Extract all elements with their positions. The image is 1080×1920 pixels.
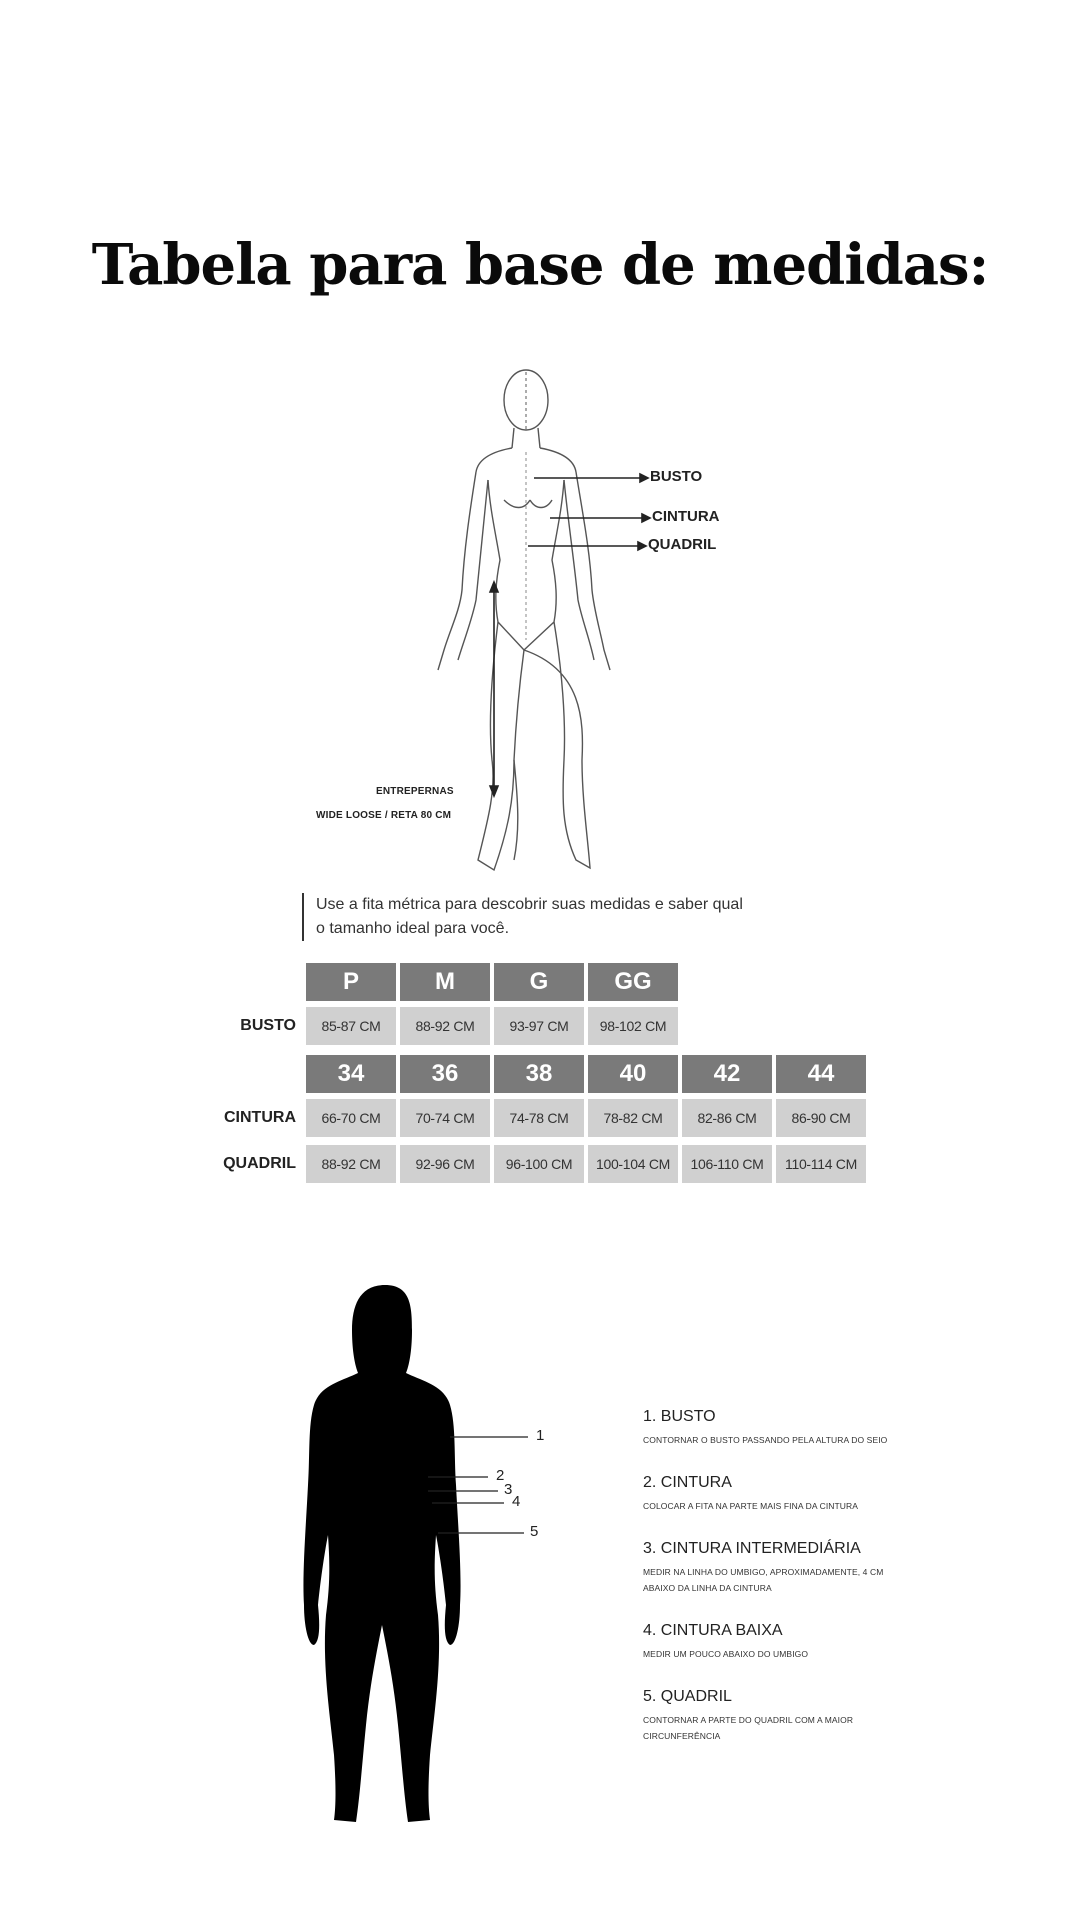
cintura-value: 74-78 CM (494, 1099, 584, 1137)
instruction-item (643, 1474, 943, 1514)
label-cintura: CINTURA (652, 508, 720, 525)
instruction-desc: COLOCAR A FITA NA PARTE MAIS FINA DA CINTURA (643, 1501, 859, 1511)
size-header-42: 42 (682, 1055, 772, 1093)
marker-5: 5 (530, 1523, 539, 1540)
label-wide-loose: WIDE LOOSE / RETA 80 CM (316, 810, 452, 821)
instruction-desc: MEDIR NA LINHA DO UMBIGO, APROXIMADAMENTE, 4 CM ABAIXO DA LINHA DA CINTURA (643, 1567, 884, 1593)
instruction-item (643, 1540, 943, 1596)
quadril-value: 96-100 CM (494, 1145, 584, 1183)
instruction-item (643, 1622, 943, 1662)
size-header-p: P (306, 963, 396, 1001)
marker-3: 3 (504, 1481, 513, 1498)
instruction-title: 2. CINTURA (643, 1474, 732, 1491)
instruction-desc: CONTORNAR O BUSTO PASSANDO PELA ALTURA DO SEIO (643, 1435, 888, 1445)
instruction-item (643, 1408, 943, 1448)
quadril-value: 110-114 CM (776, 1145, 866, 1183)
size-header-gg: GG (588, 963, 678, 1001)
busto-value: 85-87 CM (306, 1007, 396, 1045)
size-header-44: 44 (776, 1055, 866, 1093)
cintura-value: 70-74 CM (400, 1099, 490, 1137)
cintura-value: 86-90 CM (776, 1099, 866, 1137)
quadril-value: 92-96 CM (400, 1145, 490, 1183)
quadril-value: 88-92 CM (306, 1145, 396, 1183)
instruction-title: 4. CINTURA BAIXA (643, 1622, 783, 1639)
cintura-value: 66-70 CM (306, 1099, 396, 1137)
size-header-40: 40 (588, 1055, 678, 1093)
instruction-title: 5. QUADRIL (643, 1688, 732, 1705)
marker-1: 1 (536, 1427, 545, 1444)
busto-label: BUSTO (240, 1017, 296, 1034)
label-entrepernas: ENTREPERNAS (376, 786, 454, 797)
instruction-title: 1. BUSTO (643, 1408, 716, 1425)
busto-value: 93-97 CM (494, 1007, 584, 1045)
fashion-figure-diagram (300, 360, 780, 880)
size-header-34: 34 (306, 1055, 396, 1093)
instruction-item (643, 1688, 943, 1744)
size-header-m: M (400, 963, 490, 1001)
instruction-title: 3. CINTURA INTERMEDIÁRIA (643, 1540, 861, 1557)
size-header-38: 38 (494, 1055, 584, 1093)
instruction-desc: MEDIR UM POUCO ABAIXO DO UMBIGO (643, 1649, 809, 1659)
cintura-value: 82-86 CM (682, 1099, 772, 1137)
instruction-desc: CONTORNAR A PARTE DO QUADRIL COM A MAIOR CIRCUNFERÊNCIA (643, 1715, 854, 1741)
busto-value: 98-102 CM (588, 1007, 678, 1045)
quadril-label: QUADRIL (223, 1155, 296, 1172)
page-title: Tabela para base de medidas: (91, 232, 989, 298)
size-header-36: 36 (400, 1055, 490, 1093)
silhouette-diagram (290, 1285, 590, 1830)
marker-2: 2 (496, 1467, 505, 1484)
intro-text: Use a fita métrica para descobrir suas medidas e saber qual o tamanho ideal para você. (302, 893, 756, 941)
label-busto: BUSTO (650, 468, 703, 485)
fashion-figure-illustration (300, 360, 780, 880)
measurement-instructions (643, 1408, 943, 1770)
label-quadril: QUADRIL (648, 536, 717, 553)
quadril-value: 100-104 CM (588, 1145, 678, 1183)
measurement-leader-lines (290, 1285, 590, 1830)
quadril-value: 106-110 CM (682, 1145, 772, 1183)
cintura-label: CINTURA (224, 1109, 296, 1126)
cintura-value: 78-82 CM (588, 1099, 678, 1137)
size-header-g: G (494, 963, 584, 1001)
marker-4: 4 (512, 1493, 521, 1510)
busto-value: 88-92 CM (400, 1007, 490, 1045)
